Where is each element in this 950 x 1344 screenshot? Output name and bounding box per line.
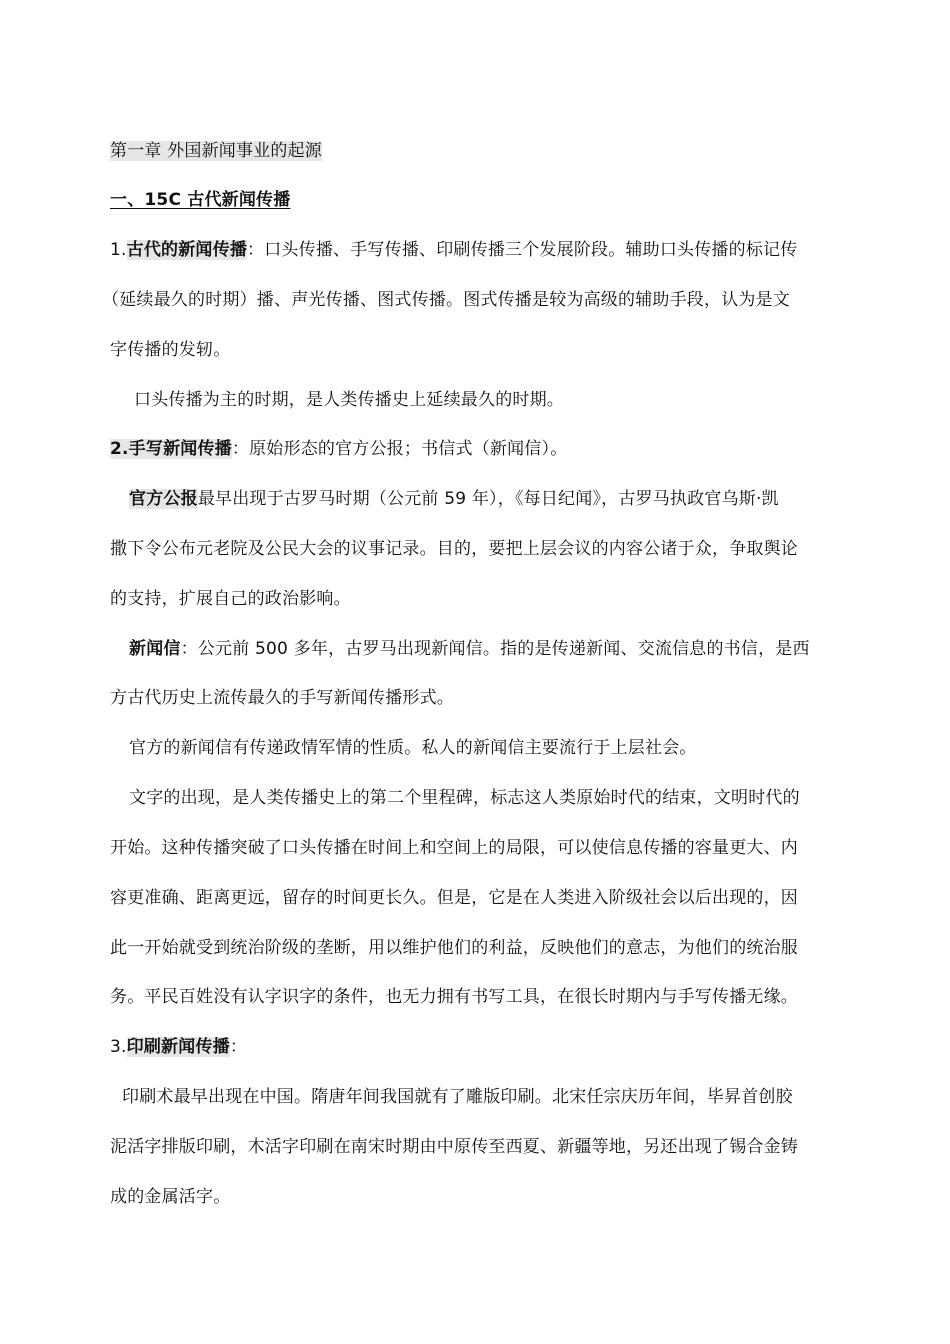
term-news-letter: 新闻信 [129, 639, 181, 659]
chapter-title-text: 第一章 外国新闻事业的起源 [110, 141, 323, 161]
text-line: ： [229, 1037, 248, 1057]
paragraph-news-letter [129, 637, 810, 662]
text-line: 撒下令公布元老院及公民大会的议事记录。目的，要把上层会议的内容公诸于众，争取舆论 [110, 539, 798, 559]
text-line: 容更准确、距离更远，留存的时间更长久。但是，它是在人类进入阶级社会以后出现的，因 [110, 888, 798, 908]
text-line: 成的金属活字。 [110, 1187, 231, 1207]
section-title-text: 一、15C 古代新闻传播 [110, 190, 291, 210]
term-printing-news: 印刷新闻传播 [126, 1037, 230, 1057]
item-number: 1. [110, 240, 127, 260]
text-line: 字传播的发轫。 [110, 340, 231, 360]
text-line: ：口头传播、手写传播、印刷传播三个发展阶段。辅助口头传播的标记传 [247, 240, 798, 260]
chapter-title [110, 139, 322, 164]
text-line: ：公元前 500 多年，古罗马出现新闻信。指的是传递新闻、交流信息的书信，是西 [180, 639, 810, 659]
text-line: 泥活字排版印刷，木活字印刷在南宋时期由中原传至西夏、新疆等地，另还出现了锡合金铸 [110, 1137, 798, 1157]
text-line: （延续最久的时期）播、声光传播、图式传播。图式传播是较为高级的辅助手段，认为是文 [102, 290, 790, 310]
paragraph-printing [110, 1035, 247, 1060]
text-line: 务。平民百姓没有认字识字的条件，也无力拥有书写工具，在很长时期内与手写传播无缘。 [110, 987, 798, 1007]
term-handwritten-news: 2.手写新闻传播 [110, 439, 232, 459]
term-ancient-news: 古代的新闻传播 [126, 240, 248, 260]
text-line: 的支持，扩展自己的政治影响。 [110, 589, 351, 609]
text-line: 文字的出现，是人类传播史上的第二个里程碑，标志这人类原始时代的结束，文明时代的 [129, 788, 800, 808]
text-line: 方古代历史上流传最久的手写新闻传播形式。 [110, 688, 454, 708]
text-line: 印刷术最早出现在中国。隋唐年间我国就有了雕版印刷。北宋任宗庆历年间，毕昇首创胶 [122, 1087, 793, 1107]
text-line: 官方的新闻信有传递政情军情的性质。私人的新闻信主要流行于上层社会。 [129, 738, 697, 758]
term-official-gazette: 官方公报 [129, 489, 198, 509]
text-line: 此一开始就受到统治阶级的垄断，用以维护他们的利益，反映他们的意志，为他们的统治服 [110, 938, 798, 958]
text-line: ：原始形态的官方公报；书信式（新闻信）。 [231, 439, 568, 459]
text-line: 开始。这种传播突破了口头传播在时间上和空间上的局限，可以使信息传播的容量更大、内 [110, 838, 798, 858]
paragraph-official-gazette [129, 487, 779, 512]
text-line: 口头传播为主的时期，是人类传播史上延续最久的时期。 [134, 390, 564, 410]
item-number: 3. [110, 1037, 127, 1057]
section-title [110, 188, 290, 213]
text-line: 最早出现于古罗马时期（公元前 59 年），《每日纪闻》，古罗马执政官乌斯·凯 [197, 489, 779, 509]
paragraph-ancient-transmission [110, 238, 797, 263]
paragraph-handwritten [110, 437, 567, 462]
